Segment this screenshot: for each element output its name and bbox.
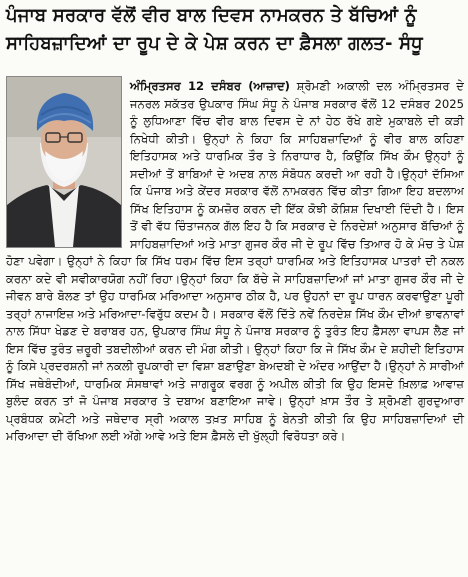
headline: ਪੰਜਾਬ ਸਰਕਾਰ ਵੱਲੋਂ ਵੀਰ ਬਾਲ ਦਿਵਸ ਨਾਮਕਰਨ ਤੇ ਬੱਚਿਆਂ ਨੂੰ ਸਾਹਿਬਜ਼ਾਦਿਆਂ ਦਾ ਰੂਪ ਦੇ ਕੇ ਪੇਸ਼ ਕਰਨ ਦਾ ਫ਼ੈਸਲਾ ਗਲਤ- ਸੰਧੂ [6, 5, 423, 54]
article-body [6, 78, 464, 572]
article-text: ਸ਼੍ਰੋਮਣੀ ਅਕਾਲੀ ਦਲ ਅੰਮ੍ਰਿਤਸਰ ਦੇ ਜਨਰਲ ਸਕੱਤਰ ਉਪਕਾਰ ਸਿੰਘ ਸੰਧੂ ਨੇ ਪੰਜਾਬ ਸਰਕਾਰ ਵੱਲੋਂ 12 ਦਸੰਬਰ 2025 ਨੂੰ ਲੁਧਿਆਣਾ ਵਿੱਚ ਵੀਰ ਬਾਲ ਦਿਵਸ ਦੇ ਨਾਂ ਹੇਠ ਰੱਖੇ ਗਏ ਮੁਕਾਬਲੇ ਦੀ ਕੜੀ ਨਿਖੇਧੀ ਕੀਤੀ। ਉਨ੍ਹਾਂ ਨੇ ਕਿਹਾ ਕਿ ਸਾਹਿਬਜ਼ਾਦਿਆਂ ਨੂੰ ਵੀਰ ਬਾਲ ਕਹਿਣਾ ਇਤਿਹਾਸਕ ਅਤੇ ਧਾਰਮਿਕ ਤੌਰ ਤੇ ਨਿਰਾਧਾਰ ਹੈ, ਕਿਉਂਕਿ ਸਿੱਖ ਕੌਮ ਉਨ੍ਹਾਂ ਨੂੰ ਸਦੀਆਂ ਤੋਂ ਬਾਬਿਆਂ ਦੇ ਅਦਬ ਨਾਲ ਸੰਬੋਧਨ ਕਰਦੀ ਆ ਰਹੀ ਹੈ।ਉਨ੍ਹਾਂ ਦੱਸਿਆ ਕਿ ਪੰਜਾਬ ਅਤੇ ਕੇਂਦਰ ਸਰਕਾਰ ਵੱਲੋਂ ਨਾਮਕਰਨ ਵਿੱਚ ਕੀਤਾ ਗਿਆ ਇਹ ਬਦਲਾਅ ਸਿੱਖ ਇਤਿਹਾਸ ਨੂੰ ਕਮਜ਼ੋਰ ਕਰਨ ਦੀ ਇੱਕ ਕੋਝੀ ਕੋਸ਼ਿਸ਼ ਦਿਖਾਈ ਦਿੰਦੀ ਹੈ। ਇਸ ਤੋਂ ਵੀ ਵੱਧ ਚਿੰਤਾਜਨਕ ਗੱਲ ਇਹ ਹੈ ਕਿ ਸਰਕਾਰ ਦੇ ਨਿਰਦੇਸ਼ਾਂ ਅਨੁਸਾਰ ਬੱਚਿਆਂ ਨੂੰ ਸਾਹਿਬਜ਼ਾਦਿਆਂ ਅਤੇ ਮਾਤਾ ਗੁਜਰ ਕੌਰ ਜੀ ਦੇ ਰੂਪ ਵਿੱਚ ਤਿਆਰ ਹੋ ਕੇ ਮੰਚ ਤੇ ਪੇਸ਼ ਹੋਣਾ ਪਵੇਗਾ। ਉਨ੍ਹਾਂ ਨੇ ਕਿਹਾ ਕਿ ਸਿੱਖ ਧਰਮ ਵਿੱਚ ਇਸ ਤਰ੍ਹਾਂ ਧਾਰਮਿਕ ਅਤੇ ਇਤਿਹਾਸਕ ਪਾਤਰਾਂ ਦੀ ਨਕਲ ਕਰਨਾ ਕਦੇ ਵੀ ਸਵੀਕਾਰਯੋਗ ਨਹੀਂ ਰਿਹਾ।ਉਨ੍ਹਾਂ ਕਿਹਾ ਕਿ ਬੱਚੇ ਜੇ ਸਾਹਿਬਜ਼ਾਦਿਆਂ ਜਾਂ ਮਾਤਾ ਗੁਜਰ ਕੌਰ ਜੀ ਦੇ ਜੀਵਨ ਬਾਰੇ ਬੋਲਣ ਤਾਂ ਉਹ ਧਾਰਮਿਕ ਮਰਿਆਦਾ ਅਨੁਸਾਰ ਠੀਕ ਹੈ, ਪਰ ਉਹਨਾਂ ਦਾ ਰੂਪ ਧਾਰਨ ਕਰਵਾਉਣਾ ਪੂਰੀ ਤਰ੍ਹਾਂ ਨਾਜਾਇਜ਼ ਅਤੇ ਮਰਿਆਦਾ-ਵਿਰੁੱਧ ਕਦਮ ਹੈ। ਸਰਕਾਰ ਵੱਲੋਂ ਦਿੱਤੇ ਨਵੇਂ ਨਿਰਦੇਸ਼ ਸਿੱਖ ਕੌਮ ਦੀਆਂ ਭਾਵਨਾਵਾਂ ਨਾਲ ਸਿੱਧਾ ਖੇਡਣ ਦੇ ਬਰਾਬਰ ਹਨ, ਉਪਕਾਰ ਸਿੰਘ ਸੰਧੂ ਨੇ ਪੰਜਾਬ ਸਰਕਾਰ ਨੂੰ ਤੁਰੰਤ ਇਹ ਫ਼ੈਸਲਾ ਵਾਪਸ ਲੈਣ ਜਾਂ ਇਸ ਵਿੱਚ ਤੁਰੰਤ ਜ਼ਰੂਰੀ ਤਬਦੀਲੀਆਂ ਕਰਨ ਦੀ ਮੰਗ ਕੀਤੀ। ਉਨ੍ਹਾਂ ਕਿਹਾ ਕਿ ਜੇ ਸਿੱਖ ਕੌਮ ਦੇ ਸ਼ਹੀਦੀ ਇਤਿਹਾਸ ਨੂੰ ਕਿਸੇ ਪ੍ਰਦਰਸ਼ਨੀ ਜਾਂ ਨਕਲੀ ਰੂਪਕਾਰੀ ਦਾ ਵਿਸ਼ਾ ਬਣਾਉਣਾ ਬੇਅਦਬੀ ਦੇ ਅੰਦਰ ਆਉਂਦਾ ਹੈ।ਉਨ੍ਹਾਂ ਨੇ ਸਾਰੀਆਂ ਸਿੱਖ ਜਥੇਬੰਦੀਆਂ, ਧਾਰਮਿਕ ਸੰਸਥਾਵਾਂ ਅਤੇ ਜਾਗਰੂਕ ਵਰਗ ਨੂੰ ਅਪੀਲ ਕੀਤੀ ਕਿ ਉਹ ਇਸਦੇ ਖ਼ਿਲਾਫ਼ ਆਵਾਜ਼ ਬੁਲੰਦ ਕਰਨ ਤਾਂ ਜੋ ਪੰਜਾਬ ਸਰਕਾਰ ਤੇ ਦਬਾਅ ਬਣਾਇਆ ਜਾਵੇ। ਉਨ੍ਹਾਂ ਖ਼ਾਸ ਤੌਰ ਤੇ ਸ਼੍ਰੋਮਣੀ ਗੁਰਦੁਆਰਾ ਪ੍ਰਬੰਧਕ ਕਮੇਟੀ ਅਤੇ ਜਥੇਦਾਰ ਸ੍ਰੀ ਅਕਾਲ ਤਖ਼ਤ ਸਾਹਿਬ ਨੂੰ ਬੇਨਤੀ ਕੀਤੀ ਕਿ ਉਹ ਸਾਹਿਬਜ਼ਾਦਿਆਂ ਦੀ ਮਰਿਆਦਾ ਦੀ ਰੱਖਿਆ ਲਈ ਅੱਗੇ ਆਵੇ ਅਤੇ ਇਸ ਫ਼ੈਸਲੇ ਦੀ ਖੁੱਲ੍ਹੀ ਵਿਰੋਧਤਾ ਕਰੇ। [6, 79, 464, 443]
dateline: ਅੰਮ੍ਰਿਤਸਰ 12 ਦਸੰਬਰ (ਆਜ਼ਾਦ) [130, 79, 290, 93]
photo-space [6, 78, 126, 248]
